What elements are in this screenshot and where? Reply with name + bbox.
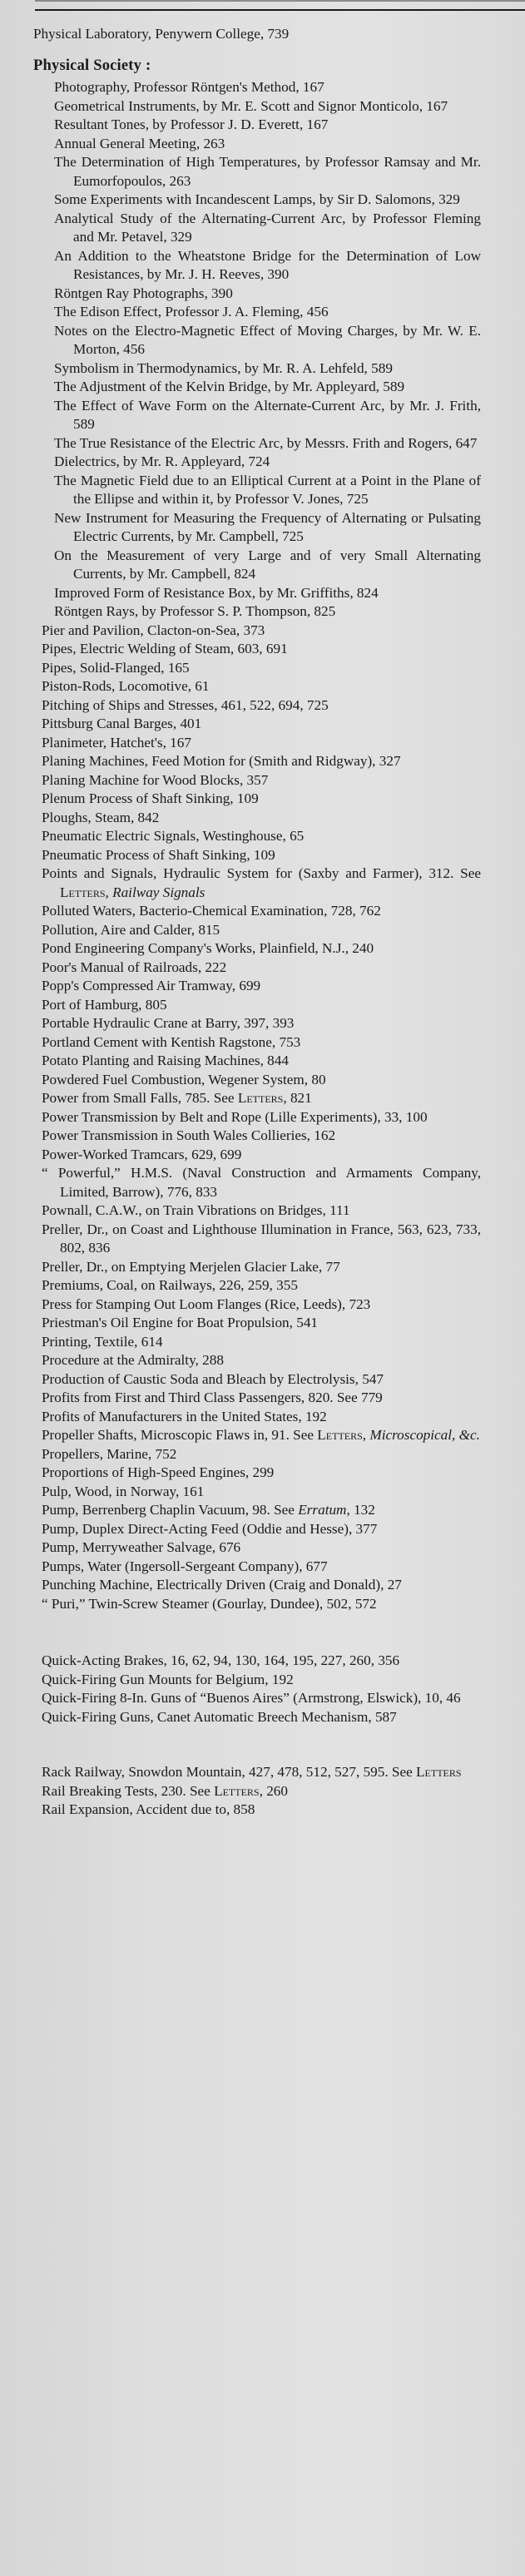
index-entry bbox=[0, 1464, 481, 1483]
index-entry bbox=[0, 1370, 481, 1390]
index-entry bbox=[0, 1538, 481, 1558]
entry-text: Power Transmission by Belt and Rope (Lille Experiments), 33, 100 bbox=[42, 1108, 428, 1125]
society-item: On the Measurement of very Large and of very Small Alternating Currents, by Mr. Campbell, 824 bbox=[54, 547, 481, 582]
entry-text: Pier and Pavilion, Clacton-on-Sea, 373 bbox=[42, 622, 265, 638]
entry-text: Profits of Manufacturers in the United States, 192 bbox=[42, 1408, 327, 1424]
entry-text: Popp's Compressed Air Tramway, 699 bbox=[42, 978, 261, 993]
entry-text: Rack Railway, Snowdon Mountain, 427, 478, 512, 527, 595. See bbox=[42, 1764, 417, 1780]
index-entry bbox=[0, 1014, 481, 1033]
index-entry bbox=[0, 696, 481, 716]
entry-text: “ Puri,” Twin-Screw Steamer (Gourlay, Dundee), 502, 572 bbox=[42, 1595, 377, 1612]
society-item: An Addition to the Wheatstone Bridge for the Determination of Low Resistances, by Mr. J. H. Reeves, 390 bbox=[54, 247, 481, 282]
index-entry bbox=[0, 864, 481, 902]
entry-text: Punching Machine, Electrically Driven (Craig and Donald), 27 bbox=[42, 1577, 402, 1593]
entry-text: Pumps, Water (Ingersoll-Sergeant Company), 677 bbox=[42, 1558, 328, 1574]
entry-text: Potato Planting and Raising Machines, 844 bbox=[42, 1053, 289, 1068]
entry-text: Portable Hydraulic Crane at Barry, 397, 393 bbox=[42, 1015, 295, 1031]
entry-text: Quick-Firing Gun Mounts for Belgium, 192 bbox=[42, 1671, 294, 1687]
entry-text: Plenum Process of Shaft Sinking, 109 bbox=[42, 790, 259, 806]
index-entry bbox=[0, 622, 481, 641]
society-item: Dielectrics, by Mr. R. Appleyard, 724 bbox=[54, 453, 270, 469]
index-entry bbox=[0, 1801, 481, 1820]
entry-text: Pipes, Solid-Flanged, 165 bbox=[42, 659, 190, 676]
cross-reference-italic: Microscopical, &c. bbox=[369, 1427, 480, 1443]
index-entry bbox=[0, 902, 481, 921]
cross-reference-letters: Letters bbox=[416, 1764, 462, 1780]
index-entry bbox=[0, 996, 481, 1015]
entry-text: Profits from First and Third Class Passengers, 820. See 779 bbox=[42, 1390, 383, 1405]
entry-separator: , bbox=[362, 1427, 370, 1443]
entry-text: “ Powerful,” H.M.S. (Naval Construction and Armaments Company, Limited, Barrow), 776, 833 bbox=[42, 1165, 481, 1200]
index-entry bbox=[0, 1763, 481, 1782]
cross-reference-letters: Letters bbox=[237, 1090, 284, 1106]
entry-text: Pond Engineering Company's Works, Plainfield, N.J., 240 bbox=[42, 940, 374, 956]
index-entry bbox=[0, 715, 481, 734]
entry-text: Power-Worked Tramcars, 629, 699 bbox=[42, 1146, 242, 1162]
index-entry bbox=[0, 1333, 481, 1352]
entry-text: Propeller Shafts, Microscopic Flaws in, 91. See bbox=[42, 1427, 318, 1443]
entry-text: Pneumatic Process of Shaft Sinking, 109 bbox=[42, 846, 275, 863]
society-item: The Adjustment of the Kelvin Bridge, by Mr. Appleyard, 589 bbox=[54, 379, 405, 394]
index-entry bbox=[0, 1671, 481, 1690]
index-entry bbox=[0, 1652, 481, 1671]
index-entry bbox=[0, 959, 481, 978]
entry-text: Ploughs, Steam, 842 bbox=[42, 809, 160, 825]
top-rule-thin bbox=[35, 0, 525, 2]
entry-text: Poor's Manual of Railroads, 222 bbox=[42, 959, 227, 975]
index-entry bbox=[0, 921, 481, 940]
society-item: Some Experiments with Incandescent Lamps, by Sir D. Salomons, 329 bbox=[54, 191, 460, 207]
index-entry bbox=[0, 1052, 481, 1071]
entry-text: Press for Stamping Out Loom Flanges (Rice, Leeds), 723 bbox=[42, 1295, 371, 1312]
entry-text: Pitching of Ships and Stresses, 461, 522, 694, 725 bbox=[42, 696, 329, 713]
index-entry bbox=[0, 939, 481, 959]
entry-text: Proportions of High-Speed Engines, 299 bbox=[42, 1464, 275, 1480]
society-item: The Effect of Wave Form on the Alternate-Current Arc, by Mr. J. Frith, 589 bbox=[54, 397, 481, 432]
entry-text: Printing, Textile, 614 bbox=[42, 1333, 163, 1350]
index-entry bbox=[0, 1221, 481, 1258]
entry-text: Priestman's Oil Engine for Boat Propulsion, 541 bbox=[42, 1315, 319, 1330]
entry-text: Rail Expansion, Accident due to, 858 bbox=[42, 1801, 255, 1817]
entry-text: Rail Breaking Tests, 230. See bbox=[42, 1782, 215, 1799]
index-column bbox=[0, 25, 525, 1820]
index-entry bbox=[0, 1089, 481, 1108]
society-item: Annual General Meeting, 263 bbox=[54, 135, 225, 151]
index-entry bbox=[0, 1258, 481, 1277]
p-entries-list bbox=[0, 622, 525, 1614]
index-entry bbox=[0, 1782, 481, 1801]
entry-text: Propellers, Marine, 752 bbox=[42, 1445, 177, 1462]
index-entry bbox=[0, 659, 481, 678]
entry-text: Preller, Dr., on Emptying Merjelen Glacier Lake, 77 bbox=[42, 1258, 340, 1275]
index-entry: Physical Laboratory, Penywern College, 739 bbox=[33, 26, 290, 42]
entry-text: Pittsburg Canal Barges, 401 bbox=[42, 716, 202, 731]
index-entry bbox=[0, 1351, 481, 1370]
index-entry bbox=[0, 1127, 481, 1146]
society-item: Geometrical Instruments, by Mr. E. Scott and Signor Monticolo, 167 bbox=[54, 97, 448, 114]
cross-reference-letters: Letters bbox=[60, 884, 106, 900]
r-entries-list bbox=[0, 1763, 525, 1820]
society-item: Symbolism in Thermodynamics, by Mr. R. A. Lehfeld, 589 bbox=[54, 359, 393, 376]
index-entry bbox=[0, 734, 481, 753]
index-entry bbox=[0, 1483, 481, 1502]
cross-reference-italic: Erratum bbox=[298, 1502, 347, 1518]
group-spacer bbox=[0, 1726, 525, 1763]
entry-text: Pulp, Wood, in Norway, 161 bbox=[42, 1483, 205, 1499]
society-item: Röntgen Ray Photographs, 390 bbox=[54, 285, 233, 301]
index-entry bbox=[0, 752, 481, 771]
cross-reference-letters: Letters bbox=[214, 1782, 260, 1799]
society-item: The Determination of High Temperatures, by Professor Ramsay and Mr. Eumorfopoulos, 263 bbox=[54, 154, 481, 189]
physical-society-list bbox=[0, 78, 525, 622]
entry-page-ref: , 132 bbox=[346, 1502, 375, 1518]
index-entry bbox=[0, 1276, 481, 1295]
index-entry bbox=[0, 1576, 481, 1595]
index-entry bbox=[0, 1389, 481, 1408]
index-entry bbox=[0, 977, 481, 996]
entry-text: Pownall, C.A.W., on Train Vibrations on Bridges, 111 bbox=[42, 1202, 350, 1218]
entry-text: Power Transmission in South Wales Collieries, 162 bbox=[42, 1127, 336, 1143]
entry-text: Power from Small Falls, 785. See bbox=[42, 1090, 238, 1106]
entry-text: Port of Hamburg, 805 bbox=[42, 996, 167, 1013]
society-item: New Instrument for Measuring the Frequency of Alternating or Pulsating Electric Currents, by Mr. Campbell, 725 bbox=[54, 509, 481, 544]
entry-text: Planimeter, Hatchet's, 167 bbox=[42, 734, 191, 751]
index-entry bbox=[0, 1558, 481, 1577]
index-entry bbox=[0, 1520, 481, 1539]
society-item: The Edison Effect, Professor J. A. Fleming, 456 bbox=[54, 304, 329, 320]
entry-page-ref: , 260 bbox=[259, 1782, 288, 1799]
index-entry bbox=[0, 846, 481, 865]
index-entry bbox=[0, 1071, 481, 1090]
index-entry bbox=[0, 1445, 481, 1464]
entry-text: Planing Machines, Feed Motion for (Smith and Ridgway), 327 bbox=[42, 753, 401, 769]
index-entry bbox=[0, 1201, 481, 1221]
entry-text: Procedure at the Admiralty, 288 bbox=[42, 1352, 224, 1368]
index-entry bbox=[0, 1426, 481, 1445]
index-entry bbox=[0, 1108, 481, 1127]
index-entry bbox=[0, 1408, 481, 1427]
entry-text: Quick-Acting Brakes, 16, 62, 94, 130, 164, 195, 227, 260, 356 bbox=[42, 1652, 400, 1668]
index-entry bbox=[0, 1314, 481, 1333]
index-entry bbox=[0, 790, 481, 809]
index-entry bbox=[0, 1689, 481, 1708]
index-entry bbox=[0, 1033, 481, 1053]
society-item: Improved Form of Resistance Box, by Mr. Griffiths, 824 bbox=[54, 584, 379, 601]
society-item: Röntgen Rays, by Professor S. P. Thompson, 825 bbox=[54, 603, 336, 619]
index-entry bbox=[0, 771, 481, 790]
entry-text: Preller, Dr., on Coast and Lighthouse Illumination in France, 563, 623, 733, 802, 836 bbox=[42, 1221, 481, 1256]
entry-text: Polluted Waters, Bacterio-Chemical Examination, 728, 762 bbox=[42, 903, 381, 919]
index-entry bbox=[0, 1708, 481, 1727]
entry-text: Planing Machine for Wood Blocks, 357 bbox=[42, 771, 269, 788]
cross-reference-letters: Letters bbox=[317, 1427, 363, 1443]
entry-text: Pneumatic Electric Signals, Westinghouse, 65 bbox=[42, 828, 305, 844]
entry-text: Piston-Rods, Locomotive, 61 bbox=[42, 678, 210, 694]
q-entries-list bbox=[0, 1652, 525, 1726]
index-entry bbox=[0, 640, 481, 659]
entry-text: Quick-Firing Guns, Canet Automatic Breech Mechanism, 587 bbox=[42, 1708, 397, 1725]
entry-text: Quick-Firing 8-In. Guns of “Buenos Aires” (Armstrong, Elswick), 10, 46 bbox=[42, 1690, 461, 1706]
society-item: The Magnetic Field due to an Elliptical Current at a Point in the Plane of the Ellipse and within it, by Professor V. Jones, 725 bbox=[54, 472, 481, 507]
entry-text: Pipes, Electric Welding of Steam, 603, 691 bbox=[42, 641, 288, 656]
index-entry bbox=[0, 1595, 481, 1614]
entry-text: Points and Signals, Hydraulic System for (Saxby and Farmer), 312. See bbox=[42, 865, 481, 881]
index-entry bbox=[0, 677, 481, 696]
cross-reference-italic: Railway Signals bbox=[112, 884, 206, 900]
entry-page-ref: , 821 bbox=[283, 1090, 312, 1106]
entry-text: Pump, Merryweather Salvage, 676 bbox=[42, 1539, 241, 1555]
index-entry bbox=[0, 827, 481, 846]
society-item: Resultant Tones, by Professor J. D. Everett, 167 bbox=[54, 116, 329, 132]
index-entry bbox=[0, 809, 481, 828]
section-heading-physical-society: Physical Society : bbox=[33, 57, 151, 74]
index-entry bbox=[0, 1146, 481, 1165]
entry-text: Pump, Duplex Direct-Acting Feed (Oddie and Hesse), 377 bbox=[42, 1520, 378, 1537]
top-rule bbox=[35, 9, 525, 11]
entry-separator: , bbox=[105, 884, 113, 900]
society-item: Photography, Professor Röntgen's Method, 167 bbox=[54, 79, 324, 95]
entry-text: Pump, Berrenberg Chaplin Vacuum, 98. See bbox=[42, 1502, 299, 1518]
group-spacer bbox=[0, 1613, 525, 1652]
society-item: The True Resistance of the Electric Arc, by Messrs. Frith and Rogers, 647 bbox=[54, 434, 478, 451]
entry-text: Pollution, Aire and Calder, 815 bbox=[42, 921, 220, 938]
entry-text: Production of Caustic Soda and Bleach by Electrolysis, 547 bbox=[42, 1370, 384, 1387]
entry-text: Powdered Fuel Combustion, Wegener System, 80 bbox=[42, 1071, 326, 1087]
index-entry bbox=[0, 1501, 481, 1520]
society-item: Analytical Study of the Alternating-Current Arc, by Professor Fleming and Mr. Petavel, 329 bbox=[54, 210, 481, 245]
society-item: Notes on the Electro-Magnetic Effect of Moving Charges, by Mr. W. E. Morton, 456 bbox=[54, 322, 481, 357]
index-entry bbox=[0, 1295, 481, 1315]
entry-text: Portland Cement with Kentish Ragstone, 753 bbox=[42, 1033, 301, 1050]
entry-text: Premiums, Coal, on Railways, 226, 259, 355 bbox=[42, 1277, 298, 1293]
index-entry bbox=[0, 1164, 481, 1201]
